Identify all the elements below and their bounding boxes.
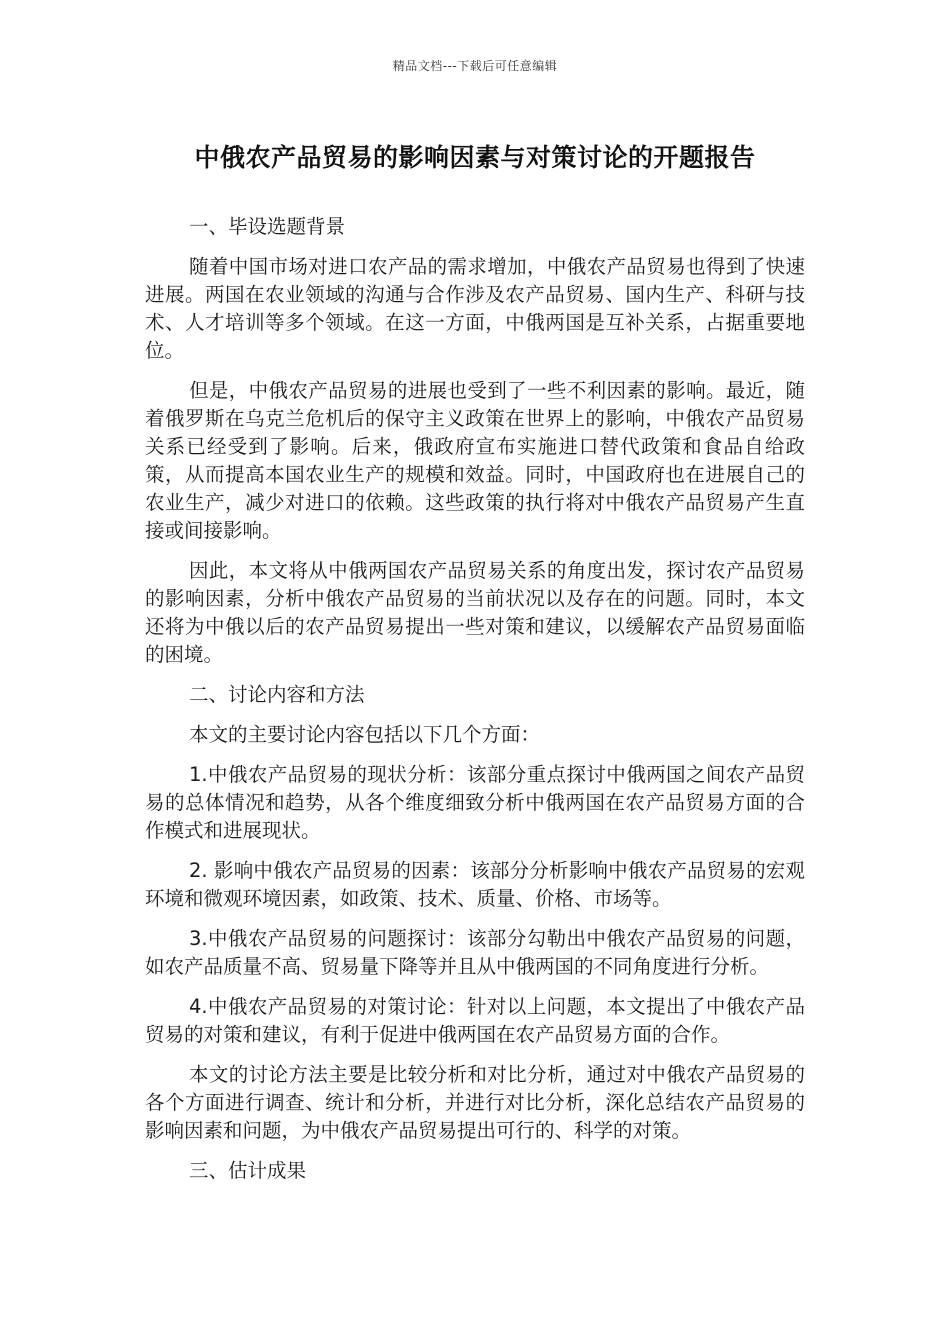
body-paragraph: 因此，本文将从中俄两国农产品贸易关系的角度出发，探讨农产品贸易的影响因素，分析中俄农产品贸易的当前状况以及存在的问题。同时，本文还将为中俄以后的农产品贸易提出一些对策和建议，以缓解农产品贸易面临的困境。: [145, 559, 805, 666]
list-item-paragraph: 4.中俄农产品贸易的对策讨论：针对以上问题，本文提出了中俄农产品贸易的对策和建议，有利于促进中俄两国在农产品贸易方面的合作。: [145, 995, 805, 1046]
document-title: 中俄农产品贸易的影响因素与对策讨论的开题报告: [194, 143, 756, 172]
section-heading-expected-results: 三、估计成果: [189, 1159, 307, 1182]
page-header-watermark: 精品文档---下载后可任意编辑: [392, 59, 558, 73]
body-paragraph: 随着中国市场对进口农产品的需求增加，中俄农产品贸易也得到了快速进展。两国在农业领域的沟通与合作涉及农产品贸易、国内生产、科研与技术、人才培训等多个领域。在这一方面，中俄两国是互补关系，占据重要地位。: [145, 255, 805, 362]
body-paragraph: 但是，中俄农产品贸易的进展也受到了一些不利因素的影响。最近，随着俄罗斯在乌克兰危机后的保守主义政策在世界上的影响，中俄农产品贸易关系已经受到了影响。后来，俄政府宣布实施进口替代政策和食品自给政策，从而提高本国农业生产的规模和效益。同时，中国政府也在进展自己的农业生产，减少对进口的依赖。这些政策的执行将对中俄农产品贸易产生直接或间接影响。: [145, 379, 805, 542]
list-item-paragraph: 1.中俄农产品贸易的现状分析：该部分重点探讨中俄两国之间农产品贸易的总体情况和趋势，从各个维度细致分析中俄两国在农产品贸易方面的合作模式和进展现状。: [145, 763, 805, 842]
section-heading-background: 一、毕设选题背景: [189, 215, 346, 238]
list-item-paragraph: 3.中俄农产品贸易的问题探讨：该部分勾勒出中俄农产品贸易的问题，如农产品质量不高、贸易量下降等并且从中俄两国的不同角度进行分析。: [145, 927, 805, 978]
section-heading-content-methods: 二、讨论内容和方法: [189, 683, 365, 706]
document-body: [145, 213, 805, 1197]
list-item-paragraph: 2. 影响中俄农产品贸易的因素：该部分分析影响中俄农产品贸易的宏观环境和微观环境因素，如政策、技术、质量、价格、市场等。: [145, 859, 805, 910]
body-paragraph: 本文的讨论方法主要是比较分析和对比分析，通过对中俄农产品贸易的各个方面进行调查、统计和分析，并进行对比分析，深化总结农产品贸易的影响因素和问题，为中俄农产品贸易提出可行的、科学的对策。: [145, 1063, 805, 1142]
body-paragraph: 本文的主要讨论内容包括以下几个方面：: [189, 723, 541, 746]
